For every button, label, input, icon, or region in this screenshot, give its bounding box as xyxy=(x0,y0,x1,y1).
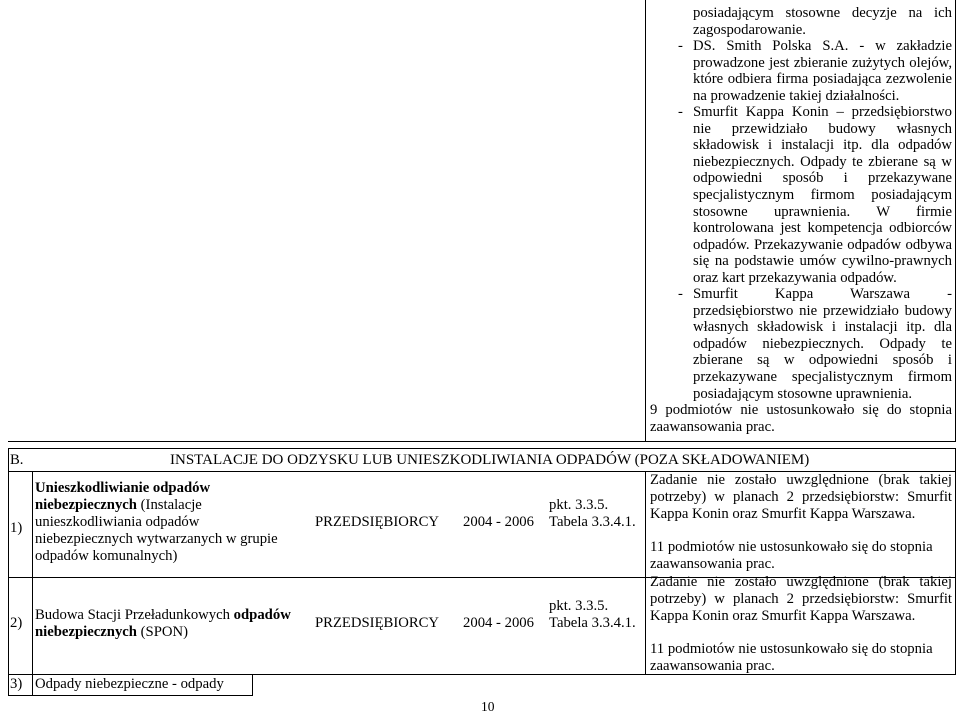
description-emphasis: niebezpiecznych xyxy=(35,624,137,640)
text-line: niebezpiecznych. Odpady te zbierane są w xyxy=(693,153,952,170)
description-text: odpadów komunalnych) xyxy=(35,548,178,564)
status-line: Kappa Konin oraz Smurfit Kappa Warszawa. xyxy=(650,505,916,522)
row-status xyxy=(650,574,952,675)
status-line: 11 podmiotów nie ustosunkowało się do stopnia xyxy=(650,539,933,556)
upper-cell-left-border xyxy=(645,0,646,441)
section-label: B. xyxy=(10,452,24,468)
text-line: kontrolowana jest kompetencja odbiorców xyxy=(693,220,952,237)
upper-cell-right-border xyxy=(955,0,956,441)
text-line: prowadzone jest zbieranie zużytych olejów, xyxy=(693,54,952,71)
text-line: posiadającym stosowne decyzje na ich xyxy=(693,5,952,21)
status-line: Zadanie nie zostało uwzględnione (brak takiej xyxy=(650,574,952,590)
list-marker: - xyxy=(678,104,683,121)
row-actor: PRZEDSIĘBIORCY xyxy=(315,615,440,631)
row-reference xyxy=(549,598,636,632)
note-line: zaawansowania prac. xyxy=(650,418,775,435)
status-line: zaawansowania prac. xyxy=(650,555,775,572)
text-line: Smurfit Kappa Konin – przedsiębiorstwo xyxy=(693,104,952,121)
text-line: własnych składowisk i instalacji itp. dla xyxy=(693,319,952,336)
row-description: Odpady niebezpieczne - odpady xyxy=(35,676,224,692)
description-line xyxy=(35,480,278,497)
rows-left-border xyxy=(8,471,9,674)
description-emphasis: Unieszkodliwianie odpadów xyxy=(35,480,211,496)
text-line: DS. Smith Polska S.A. - w zakładzie xyxy=(693,38,952,55)
description-text: (Instalacje xyxy=(136,497,202,513)
description-emphasis: niebezpiecznych xyxy=(35,497,137,513)
reference-line: pkt. 3.3.5. xyxy=(549,598,609,614)
page-number: 10 xyxy=(481,699,495,714)
row-reference xyxy=(549,497,636,531)
description-emphasis: odpadów xyxy=(233,607,291,623)
row-3-bottom-border xyxy=(8,695,253,696)
row-3-number-divider xyxy=(32,674,33,695)
text-line: składowisk i instalacji itp. dla odpadów xyxy=(693,137,952,154)
list-marker: - xyxy=(678,38,683,55)
description-text: niebezpiecznych wytwarzanych w grupie xyxy=(35,531,278,547)
row-number: 2) xyxy=(10,615,23,631)
text-line: Smurfit Kappa Warszawa - xyxy=(693,286,952,303)
row-3-left-border xyxy=(8,674,9,695)
section-b-right-border xyxy=(955,448,956,471)
text-line: zagospodarowanie. xyxy=(693,21,806,38)
text-line: oraz kart przekazywania odpadów. xyxy=(693,269,897,286)
number-column-divider xyxy=(32,471,33,674)
list-item-smurfit-warszawa xyxy=(678,286,952,303)
row-actor: PRZEDSIĘBIORCY xyxy=(315,514,440,530)
text-line: się na podstawie umów cywilno-prawnych xyxy=(693,253,952,270)
description-text: (SPON) xyxy=(136,624,188,640)
reference-line: Tabela 3.3.4.1. xyxy=(549,615,636,631)
reference-line: Tabela 3.3.4.1. xyxy=(549,514,636,530)
rows-right-border xyxy=(955,471,956,674)
description-text: unieszkodliwiania odpadów xyxy=(35,514,200,530)
section-b-left-border xyxy=(8,448,9,471)
status-line: 11 podmiotów nie ustosunkowało się do stopnia xyxy=(650,641,933,658)
row-period: 2004 - 2006 xyxy=(463,514,534,530)
status-line: potrzeby) w planach 2 przedsiębiorstw: Smurfit xyxy=(650,590,952,607)
row-number: 1) xyxy=(10,520,23,536)
description-line xyxy=(35,514,278,531)
text-line: odpowiedni sposób i przekazywane xyxy=(693,170,952,187)
status-line: Zadanie nie zostało uwzględnione (brak takiej xyxy=(650,472,952,488)
row-description xyxy=(35,480,278,565)
description-line xyxy=(35,497,278,514)
status-line: potrzeby) w planach 2 przedsiębiorstw: Smurfit xyxy=(650,488,952,505)
text-line: stosowne uprawnienia. W firmie xyxy=(693,203,952,220)
text-line: które odbiera firma posiadająca zezwolenie xyxy=(693,71,952,88)
description-text: Budowa Stacji Przeładunkowych xyxy=(35,607,234,623)
text-line: posiadającym stosowne uprawnienia. xyxy=(693,385,913,402)
note-line: 9 podmiotów nie ustosunkowało się do stopnia xyxy=(650,402,952,419)
list-marker: - xyxy=(678,286,683,303)
status-spacer xyxy=(650,624,952,641)
status-spacer xyxy=(650,522,952,539)
description-line xyxy=(35,548,278,565)
upper-table-bottom-border xyxy=(8,441,956,442)
list-item-ds-smith xyxy=(678,38,952,55)
row-3-right-border xyxy=(252,674,253,695)
text-line: zbierane są w odpowiedni sposób i xyxy=(693,352,952,369)
text-line: nie przewidziało budowy własnych xyxy=(693,120,952,137)
description-line xyxy=(35,607,291,624)
text-line: przedsiębiorstwo nie przewidziało budowy xyxy=(693,302,952,319)
row-number: 3) xyxy=(10,676,23,692)
row-description xyxy=(35,607,291,641)
status-line: Kappa Konin oraz Smurfit Kappa Warszawa. xyxy=(650,607,916,624)
status-column-divider xyxy=(645,471,646,674)
row-status xyxy=(650,472,952,573)
reference-line: pkt. 3.3.5. xyxy=(549,497,609,513)
text-line: na prowadzenie takiej działalności. xyxy=(693,87,900,104)
section-title: INSTALACJE DO ODZYSKU LUB UNIESZKODLIWIANIA ODPADÓW (POZA SKŁADOWANIEM) xyxy=(170,452,810,468)
list-item-smurfit-konin xyxy=(678,104,952,121)
text-line: odpadów. Przekazywanie odpadów odbywa xyxy=(693,236,952,253)
description-line xyxy=(35,531,278,548)
upper-cell-text xyxy=(650,5,952,435)
status-line: zaawansowania prac. xyxy=(650,657,775,674)
section-b-top-border xyxy=(8,448,956,449)
row-period: 2004 - 2006 xyxy=(463,615,534,631)
text-line: specjalistycznym firmom posiadającym xyxy=(693,187,952,204)
description-line xyxy=(35,624,291,641)
text-line: odpadów niebezpiecznych. Odpady te xyxy=(693,335,952,352)
text-line: przekazywane specjalistycznym firmom xyxy=(693,369,952,386)
